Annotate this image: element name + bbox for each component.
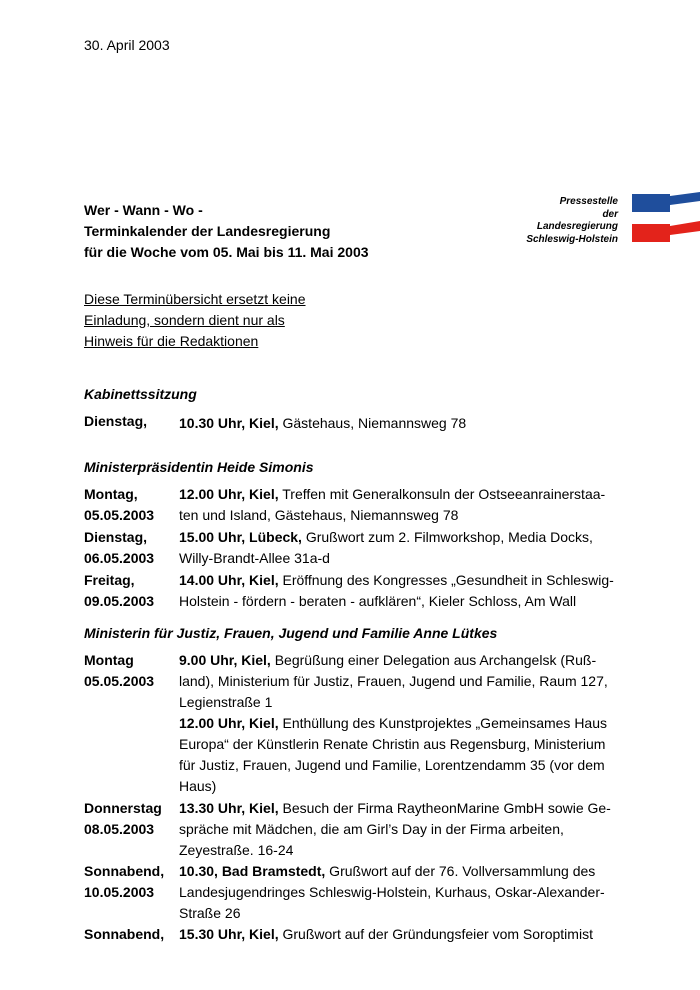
entry-text: Enthüllung des Kunstprojektes „Gemeinsames Haus (278, 715, 608, 731)
entry-time-place: 15.00 Uhr, Lübeck, (179, 529, 302, 545)
entry-time-place: 14.00 Uhr, Kiel, (179, 572, 279, 588)
entry-day-name: Sonnabend, (84, 926, 165, 942)
entry-text: Treffen mit Generalkonsuln der Ostseeanrainerstaa- (278, 486, 606, 502)
title-line-2: Terminkalender der Landesregierung (84, 223, 331, 239)
entry-description (179, 413, 624, 434)
entry-date: 10.05.2003 (84, 884, 155, 900)
entry-text: Grußwort zum 2. Filmworkshop, Media Docks, (301, 529, 593, 545)
entry-text: Landesjugendringes Schleswig-Holstein, Kurhaus, Oskar-Alexander- (179, 884, 605, 900)
entry-text: Grußwort auf der Gründungsfeier vom Soroptimist (278, 926, 593, 942)
document-title (84, 200, 369, 263)
entry-description (179, 570, 624, 612)
entry-text: für Justiz, Frauen, Jugend und Familie, Lorentzendamm 35 (vor dem (179, 757, 605, 773)
entry-text: Eröffnung des Kongresses „Gesundheit in Schleswig- (278, 572, 614, 588)
entry-description (179, 861, 624, 924)
entry-day (84, 798, 176, 840)
editorial-notice (84, 289, 306, 352)
entry-text: Begrüßung einer Delegation aus Archangelsk (Ruß- (270, 652, 597, 668)
flag-red-stripe-icon (632, 221, 700, 242)
entry-description (179, 924, 624, 945)
entry-date: 05.05.2003 (84, 673, 155, 689)
entry-text: spräche mit Mädchen, die am Girl’s Day in der Firma arbeiten, (179, 821, 564, 837)
entry-description (179, 650, 624, 713)
logo-line-1: Pressestelle (559, 196, 618, 207)
entry-text: Gästehaus, Niemannsweg 78 (278, 415, 467, 431)
entry-text: Haus) (179, 778, 217, 794)
section-heading-cabinet: Kabinettssitzung (84, 386, 197, 402)
entry-day-name: Dienstag, (84, 413, 148, 429)
entry-text: Grußwort auf der 76. Vollversammlung des (325, 863, 596, 879)
logo-line-4: Schleswig-Holstein (526, 233, 618, 245)
entry-date: 08.05.2003 (84, 821, 155, 837)
notice-line-3: Hinweis für die Redaktionen (84, 333, 259, 349)
entry-day (84, 527, 176, 569)
entry-day-name: Dienstag, (84, 529, 148, 545)
entry-day (84, 861, 176, 903)
entry-day (84, 650, 176, 692)
flag-blue-stripe-icon (632, 192, 700, 212)
entry-day (84, 484, 176, 526)
entry-text: Straße 26 (179, 905, 241, 921)
entry-text: Legienstraße 1 (179, 694, 273, 710)
title-line-1: Wer - Wann - Wo - (84, 202, 203, 218)
section-heading-minister-president: Ministerpräsidentin Heide Simonis (84, 459, 314, 475)
entry-date: 05.05.2003 (84, 507, 155, 523)
entry-text: Zeyestraße. 16-24 (179, 842, 294, 858)
entry-time-place: 15.30 Uhr, Kiel, (179, 926, 279, 942)
logo-line-2: der (602, 208, 618, 220)
entry-text: ten und Island, Gästehaus, Niemannsweg 78 (179, 507, 459, 523)
section-heading-justice-minister: Ministerin für Justiz, Frauen, Jugend und Familie Anne Lütkes (84, 625, 498, 641)
entry-date: 06.05.2003 (84, 550, 155, 566)
notice-line-2: Einladung, sondern dient nur als (84, 312, 285, 328)
notice-line-1: Diese Terminübersicht ersetzt keine (84, 291, 306, 307)
entry-day-name: Montag (84, 652, 134, 668)
entry-day-name: Donnerstag (84, 800, 162, 816)
entry-time-place: 12.00 Uhr, Kiel, (179, 486, 279, 502)
entry-date: 09.05.2003 (84, 593, 155, 609)
entry-time-place: 10.30 Uhr, Kiel, (179, 415, 279, 431)
entry-day-name: Freitag, (84, 572, 135, 588)
entry-time-place: 13.30 Uhr, Kiel, (179, 800, 279, 816)
entry-description (179, 527, 624, 569)
document-date: 30. April 2003 (84, 37, 170, 53)
entry-time-place: 12.00 Uhr, Kiel, (179, 715, 279, 731)
entry-day (84, 924, 176, 945)
title-line-3: für die Woche vom 05. Mai bis 11. Mai 2003 (84, 244, 369, 260)
entry-day-name: Montag, (84, 486, 138, 502)
entry-text: Europa“ der Künstlerin Renate Christin aus Regensburg, Ministerium (179, 736, 606, 752)
entry-time-place: 10.30, Bad Bramstedt, (179, 863, 326, 879)
entry-description (179, 798, 624, 861)
flag-logo-icon (630, 192, 700, 244)
entry-text: Willy-Brandt-Allee 31a-d (179, 550, 330, 566)
entry-description (179, 484, 624, 526)
entry-text: Holstein - fördern - beraten - aufklären“, Kieler Schloss, Am Wall (179, 593, 577, 609)
entry-text: Besuch der Firma RaytheonMarine GmbH sowie Ge- (278, 800, 611, 816)
entry-day-name: Sonnabend, (84, 863, 165, 879)
entry-time-place: 9.00 Uhr, Kiel, (179, 652, 271, 668)
entry-day (84, 570, 176, 612)
entry-description (179, 713, 624, 797)
entry-text: land), Ministerium für Justiz, Frauen, Jugend und Familie, Raum 127, (179, 673, 608, 689)
logo-line-3: Landesregierung (536, 221, 618, 232)
press-office-label (490, 196, 618, 246)
entry-day (84, 411, 176, 432)
